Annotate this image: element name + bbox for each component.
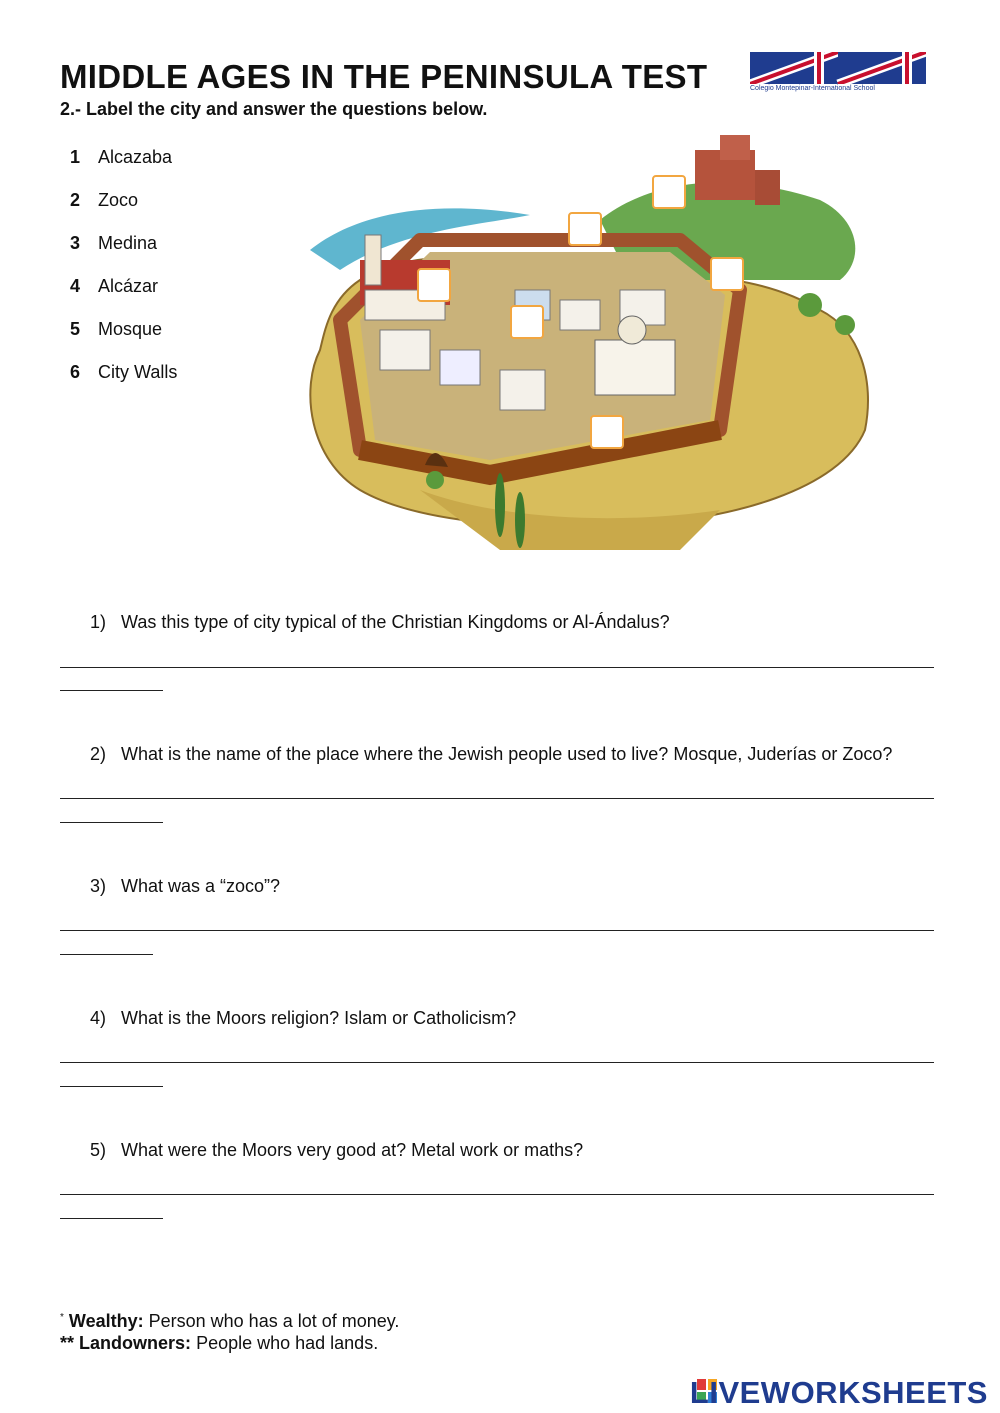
question — [90, 1008, 516, 1029]
label-drop-box[interactable] — [710, 257, 744, 291]
label-item — [70, 362, 177, 383]
answer-line[interactable] — [60, 1086, 163, 1087]
label-number: 5 — [70, 319, 81, 339]
question-number: 4) — [90, 1008, 107, 1028]
school-logo — [750, 52, 926, 94]
answer-line[interactable] — [60, 1194, 934, 1195]
page-title: MIDDLE AGES IN THE PENINSULA TEST — [60, 58, 708, 95]
question-text: What is the name of the place where the Jewish people used to live? Mosque, Juderías or Zoco? — [121, 744, 893, 764]
label-item — [70, 190, 138, 211]
label-text: Alcazaba — [98, 147, 173, 167]
label-drop-box[interactable] — [417, 268, 451, 302]
answer-line[interactable] — [60, 798, 934, 799]
question — [90, 876, 280, 897]
label-item — [70, 147, 172, 168]
footnote-mark: * — [60, 1312, 64, 1323]
question-number: 3) — [90, 876, 107, 896]
flag-logo-icon — [750, 52, 926, 84]
label-item — [70, 276, 158, 297]
question — [90, 612, 670, 633]
footnote-term: Wealthy: — [68, 1311, 144, 1331]
label-text: Mosque — [98, 319, 163, 339]
question-text: Was this type of city typical of the Christian Kingdoms or Al-Ándalus? — [121, 612, 670, 632]
footnote-term: Landowners: — [79, 1333, 192, 1353]
question-number: 1) — [90, 612, 107, 632]
label-drop-box[interactable] — [590, 415, 624, 449]
footnote — [60, 1333, 378, 1354]
label-number: 4 — [70, 276, 81, 296]
footnote — [60, 1311, 399, 1332]
answer-line[interactable] — [60, 690, 163, 691]
footnote-definition: Person who has a lot of money. — [148, 1311, 400, 1331]
question — [90, 744, 892, 765]
label-number: 2 — [70, 190, 81, 210]
label-number: 6 — [70, 362, 81, 382]
question-number: 2) — [90, 744, 107, 764]
question-number: 5) — [90, 1140, 107, 1160]
label-number: 1 — [70, 147, 81, 167]
label-item — [70, 233, 157, 254]
answer-line[interactable] — [60, 930, 934, 931]
liveworksheets-brand[interactable]: LIVEWORKSHEETS — [689, 1375, 988, 1410]
answer-line[interactable] — [60, 1218, 163, 1219]
medieval-city-illustration — [300, 130, 870, 555]
question-text: What was a “zoco”? — [121, 876, 281, 896]
label-drop-box[interactable] — [510, 305, 544, 339]
answer-line[interactable] — [60, 954, 153, 955]
label-text: Medina — [98, 233, 158, 253]
label-drop-box[interactable] — [568, 212, 602, 246]
question-text: What is the Moors religion? Islam or Catholicism? — [121, 1008, 517, 1028]
answer-line[interactable] — [60, 667, 934, 668]
label-text: Zoco — [98, 190, 139, 210]
logo-caption: Colegio Montepinar-International School — [750, 85, 875, 92]
question-text: What were the Moors very good at? Metal work or maths? — [121, 1140, 584, 1160]
footnote-mark: ** — [60, 1333, 75, 1353]
question — [90, 1140, 583, 1161]
label-drop-box[interactable] — [652, 175, 686, 209]
label-text: City Walls — [98, 362, 178, 382]
label-number: 3 — [70, 233, 81, 253]
city-drawing — [300, 130, 870, 555]
answer-line[interactable] — [60, 822, 163, 823]
answer-line[interactable] — [60, 1062, 934, 1063]
footnote-definition: People who had lands. — [196, 1333, 379, 1353]
label-item — [70, 319, 162, 340]
label-text: Alcázar — [98, 276, 159, 296]
instructions: 2.- Label the city and answer the questions below. — [60, 99, 488, 119]
